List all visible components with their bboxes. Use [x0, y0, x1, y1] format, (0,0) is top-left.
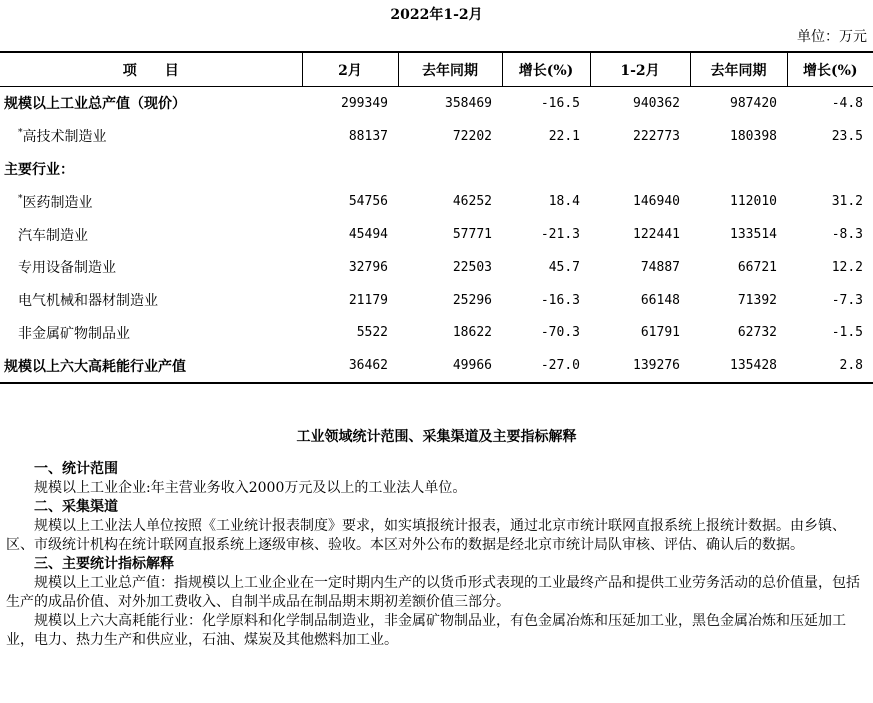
col-header-feb-growth: 增长(%) [502, 52, 590, 87]
table-cell: 222773 [633, 128, 680, 144]
table-cell: 32796 [348, 259, 388, 275]
table-row [0, 185, 873, 218]
table-cell: 49966 [398, 349, 502, 383]
table-cell: 112010 [730, 194, 777, 210]
table-cell: 940362 [633, 95, 680, 111]
industry-output-table [0, 51, 873, 384]
table-cell: 2.8 [787, 349, 873, 383]
table-cell: 57771 [452, 227, 492, 243]
table-cell: 22.1 [548, 128, 580, 144]
table-row [0, 87, 873, 120]
table-cell: -27.0 [502, 349, 590, 383]
table-row [0, 153, 873, 186]
table-cell [302, 153, 398, 186]
col-header-feb-last-year: 去年同期 [398, 52, 502, 87]
table-row [0, 349, 873, 383]
unit-label: 单位：万元 [797, 29, 867, 45]
table-cell: 180398 [730, 128, 777, 144]
scope-text: 规模以上工业企业:年主营业务收入2000万元及以上的工业法人单位。 [34, 480, 467, 496]
row-label [0, 87, 302, 120]
col-header-jan-feb: 1-2月 [590, 52, 690, 87]
table-cell [787, 153, 873, 186]
notes-section [6, 460, 868, 650]
table-cell: 139276 [590, 349, 690, 383]
table-cell: 18.4 [548, 194, 580, 210]
table-cell: 46252 [452, 194, 492, 210]
channel-text: 规模以上工业法人单位按照《工业统计报表制度》要求，如实填报统计报表，通过北京市统计联网直报系统上报统计数据。由乡镇、区、市级统计机构在统计联网直报系统上逐级审核、验收。本区对外公布的数据是经北京市统计局队审核、评估、确认后的数据。 [6, 518, 846, 553]
table-cell: 62732 [737, 325, 777, 341]
table-cell: 146940 [633, 194, 680, 210]
table-row [0, 317, 873, 350]
row-label-text: 非金属矿物制品业 [18, 325, 130, 342]
table-cell: 45494 [348, 227, 388, 243]
table-cell: -7.3 [831, 292, 863, 308]
col-header-jan-feb-last-year: 去年同期 [690, 52, 787, 87]
asterisk-mark: * [18, 193, 23, 204]
table-cell: 12.2 [831, 259, 863, 275]
table-row [0, 218, 873, 251]
scope-heading: 一、统计范围 [34, 461, 118, 477]
table-cell: 23.5 [831, 128, 863, 144]
table-cell: 66721 [737, 259, 777, 275]
table-cell: 88137 [348, 128, 388, 144]
table-cell: 45.7 [548, 259, 580, 275]
table-cell: 21179 [348, 292, 388, 308]
row-label [0, 218, 302, 251]
table-cell: 18622 [452, 325, 492, 341]
table-cell [690, 153, 787, 186]
channel-heading: 二、采集渠道 [34, 499, 118, 515]
row-label [0, 185, 302, 218]
indicator-text-output: 规模以上工业总产值：指规模以上工业企业在一定时期内生产的以货币形式表现的工业最终产品和提供工业劳务活动的总价值量，包括生产的成品价值、对外加工费收入、自制半成品在制品期末期初差额价值三部分。 [6, 575, 860, 610]
row-label [0, 284, 302, 317]
table-cell: 36462 [302, 349, 398, 383]
table-cell: 133514 [730, 227, 777, 243]
table-cell: -16.3 [540, 292, 580, 308]
table-cell: 122441 [633, 227, 680, 243]
row-label-text: 汽车制造业 [18, 227, 88, 244]
row-label-text: 专用设备制造业 [18, 260, 116, 277]
col-header-feb: 2月 [302, 52, 398, 87]
col-header-jan-feb-growth: 增长(%) [787, 52, 873, 87]
table-cell: -4.8 [831, 95, 863, 111]
row-label [0, 153, 302, 186]
row-label-text: 规模以上六大高耗能行业产值 [4, 358, 186, 375]
row-label [0, 349, 302, 383]
table-cell: 5522 [356, 325, 388, 341]
table-cell: -70.3 [540, 325, 580, 341]
row-label-text: 规模以上工业总产值（现价） [4, 96, 186, 113]
table-cell: -21.3 [540, 227, 580, 243]
row-label [0, 120, 302, 153]
table-row [0, 284, 873, 317]
table-cell: 61791 [640, 325, 680, 341]
table-cell: 987420 [730, 95, 777, 111]
table-cell: 54756 [348, 194, 388, 210]
asterisk-mark: * [18, 128, 23, 139]
document-title: 2022年1-2月 [390, 7, 483, 23]
table-cell [502, 153, 590, 186]
table-row [0, 120, 873, 153]
table-cell: 358469 [445, 95, 492, 111]
table-cell [398, 153, 502, 186]
table-header-row [0, 52, 873, 87]
table-cell: 72202 [452, 128, 492, 144]
row-label-text: 高技术制造业 [22, 129, 107, 146]
indicator-text-energy: 规模以上六大高耗能行业：化学原料和化学制品制造业，非金属矿物制品业，有色金属冶炼和压延加工业，黑色金属冶炼和压延加工业，电力、热力生产和供应业，石油、煤炭及其他燃料加工业。 [6, 613, 846, 648]
table-row [0, 251, 873, 284]
table-cell [590, 153, 690, 186]
table-cell: 299349 [341, 95, 388, 111]
table-cell: -16.5 [540, 95, 580, 111]
table-cell: 74887 [640, 259, 680, 275]
row-label-text: 主要行业： [4, 161, 74, 178]
table-cell: 135428 [690, 349, 787, 383]
table-cell: -1.5 [831, 325, 863, 341]
table-cell: 25296 [452, 292, 492, 308]
table-cell: -8.3 [831, 227, 863, 243]
col-header-item: 项 目 [0, 52, 302, 87]
indicator-heading: 三、主要统计指标解释 [34, 556, 174, 572]
table-cell: 22503 [452, 259, 492, 275]
notes-title: 工业领域统计范围、采集渠道及主要指标解释 [296, 429, 577, 445]
table-cell: 66148 [640, 292, 680, 308]
table-cell: 71392 [737, 292, 777, 308]
row-label-text: 医药制造业 [22, 194, 93, 211]
table-cell: 31.2 [831, 194, 863, 210]
row-label-text: 电气机械和器材制造业 [18, 293, 158, 310]
row-label [0, 317, 302, 350]
row-label [0, 251, 302, 284]
